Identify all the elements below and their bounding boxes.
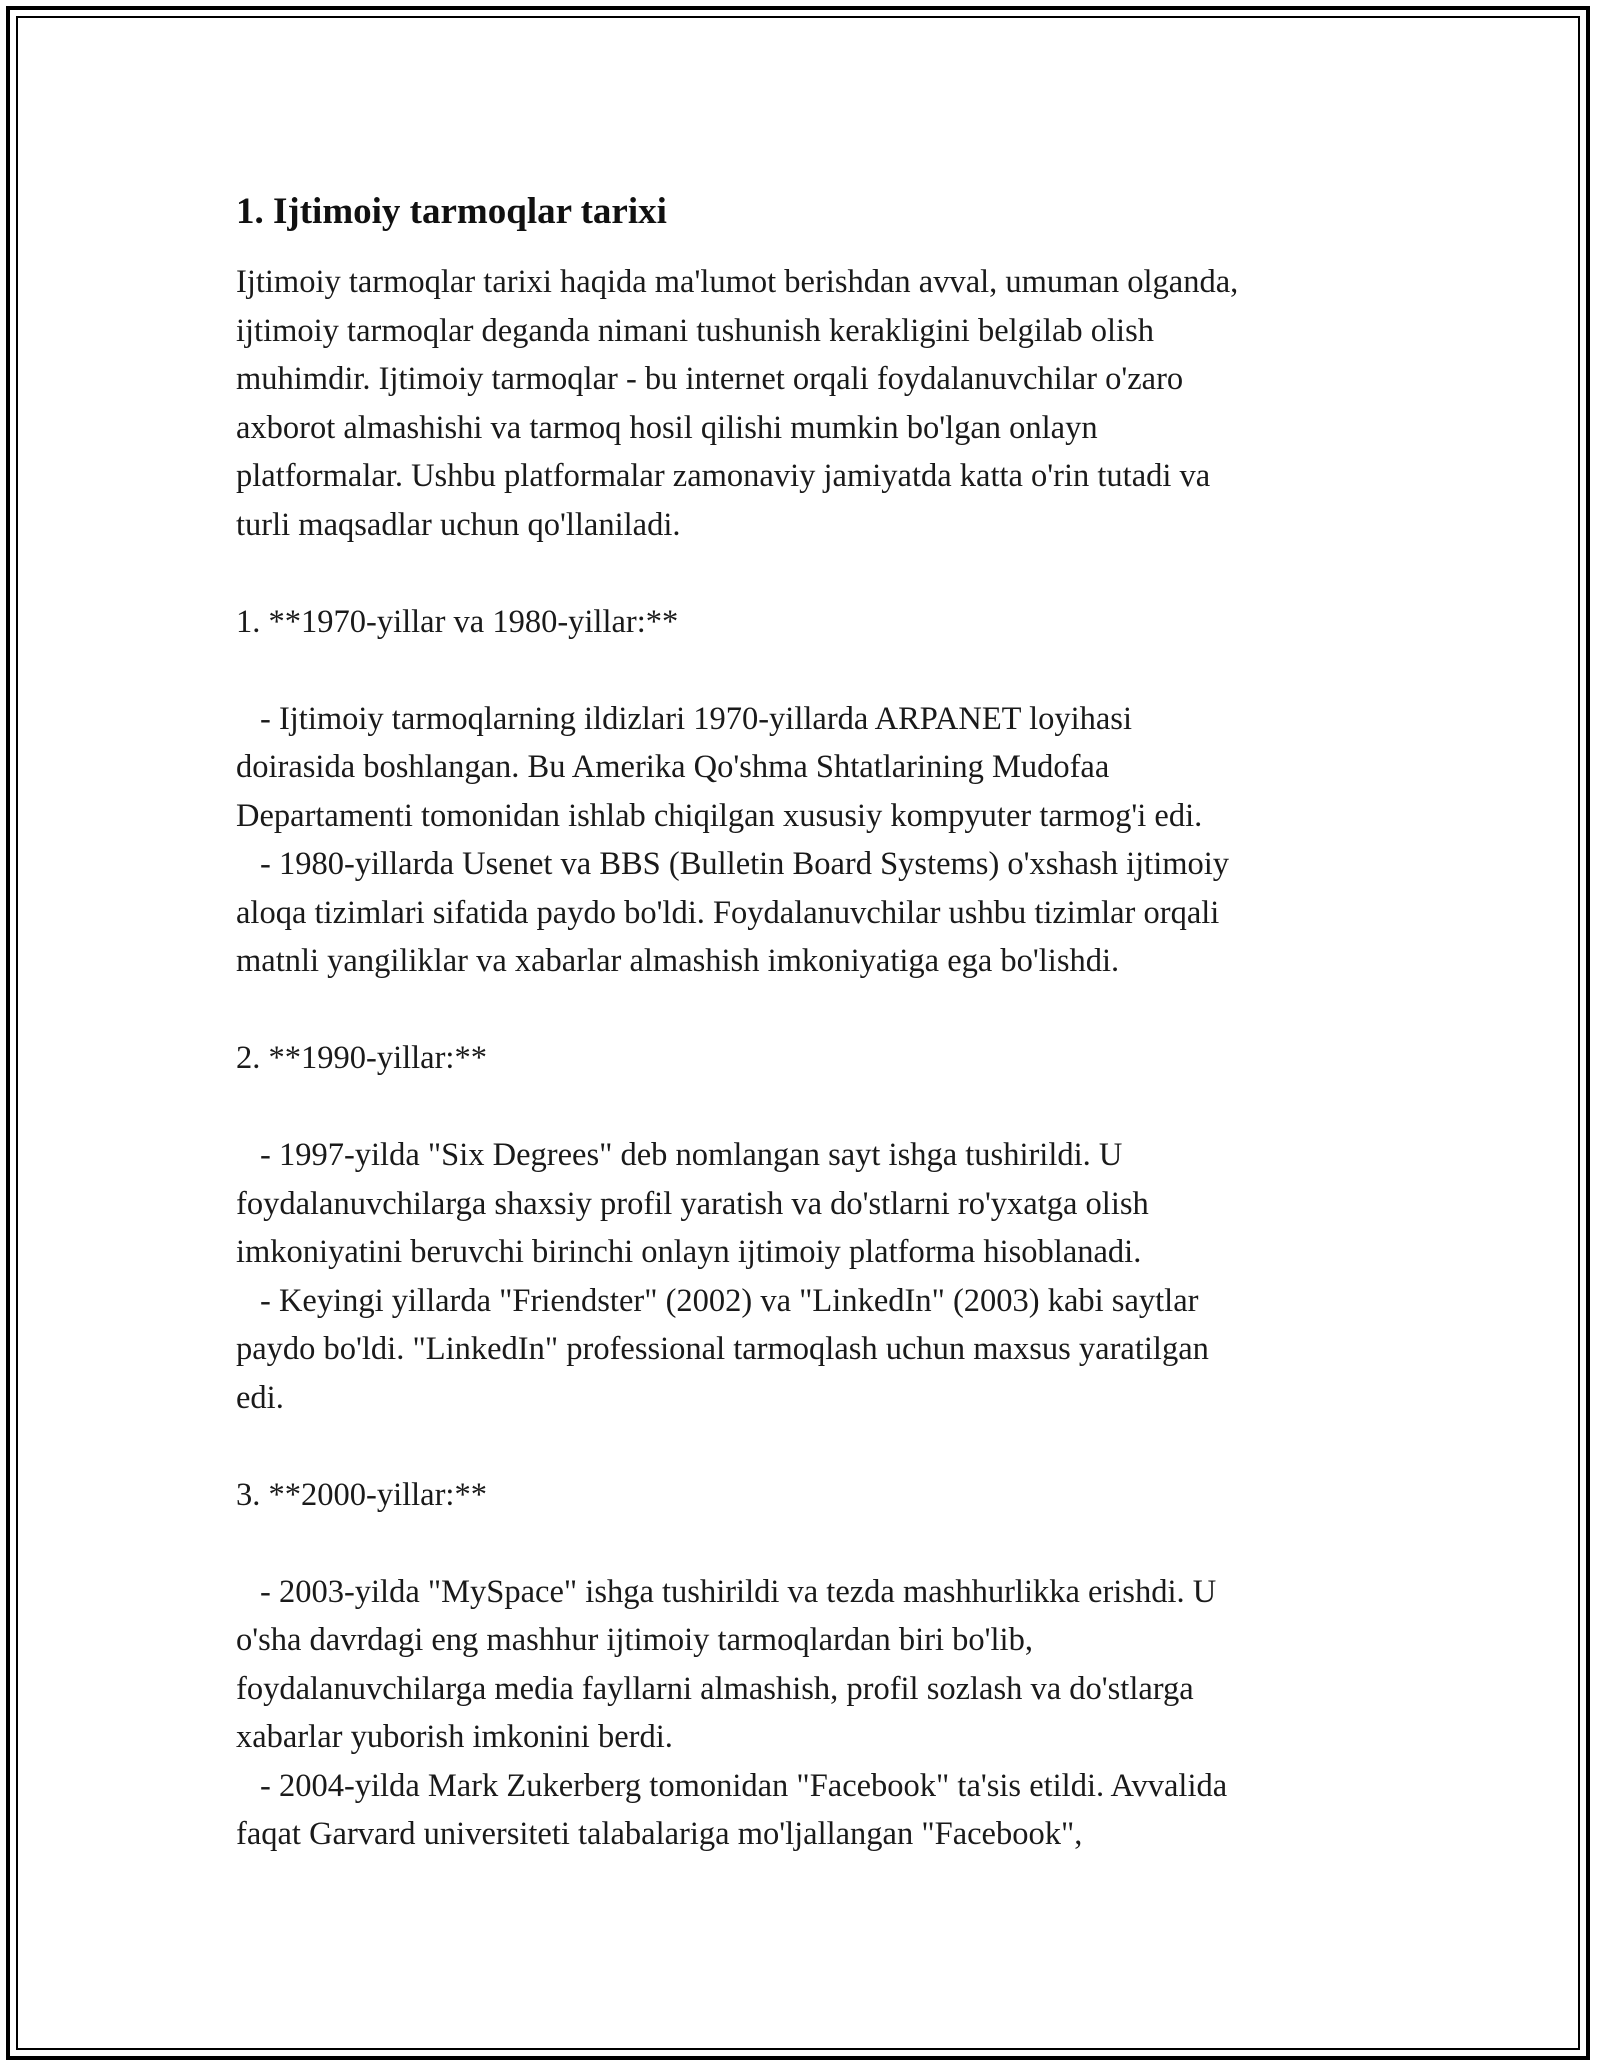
bullet-line: Departamenti tomonidan ishlab chiqilgan xususiy kompyuter tarmog'i edi. <box>236 797 1203 834</box>
bullet-item <box>236 1762 1376 1859</box>
bullet-line: o'sha davrdagi eng mashhur ijtimoiy tarmoqlardan biri bo'lib, <box>236 1622 1033 1658</box>
bullet-line: - 1980-yillarda Usenet va BBS (Bulletin Board Systems) o'xshash ijtimoiy <box>260 846 1230 882</box>
bullet-line: matnli yangiliklar va xabarlar almashish imkoniyatiga ega bo'lishdi. <box>236 943 1120 979</box>
bullet-item <box>236 695 1376 841</box>
bullet-line: faqat Garvard universiteti talabalariga mo'ljallangan "Facebook", <box>236 1816 1083 1852</box>
intro-line: Ijtimoiy tarmoqlar tarixi haqida ma'lumot berishdan avval, umuman olganda, <box>236 264 1239 300</box>
bullet-item <box>236 1277 1376 1423</box>
bullet-line: xabarlar yuborish imkonini berdi. <box>236 1719 673 1755</box>
bullet-line: paydo bo'ldi. "LinkedIn" professional tarmoqlash uchun maxsus yaratilgan <box>236 1331 1209 1367</box>
spacer <box>236 549 1376 598</box>
bullet-line: foydalanuvchilarga shaxsiy profil yaratish va do'stlarni ro'yxatga olish <box>236 1185 1149 1222</box>
intro-line: ijtimoiy tarmoqlar deganda nimani tushunish kerakligini belgilab olish <box>236 312 1154 349</box>
intro-line: turli maqsadlar uchun qo'llaniladi. <box>236 506 681 543</box>
intro-line: platformalar. Ushbu platformalar zamonaviy jamiyatda katta o'rin tutadi va <box>236 458 1211 494</box>
section-title: 3. **2000-yillar:** <box>236 1476 487 1513</box>
bullet-line: aloqa tizimlari sifatida paydo bo'ldi. Foydalanuvchilar ushbu tizimlar orqali <box>236 894 1220 931</box>
spacer <box>236 1422 1376 1471</box>
bullet-line: foydalanuvchilarga media fayllarni almashish, profil sozlash va do'stlarga <box>236 1670 1194 1707</box>
bullet-line: imkoniyatini beruvchi birinchi onlayn ijtimoiy platforma hisoblanadi. <box>236 1234 1142 1270</box>
bullet-line: - Keyingi yillarda "Friendster" (2002) va "LinkedIn" (2003) kabi saytlar <box>260 1282 1199 1319</box>
bullet-line: - 2004-yilda Mark Zukerberg tomonidan "Facebook" ta'sis etildi. Avvalida <box>260 1767 1228 1804</box>
spacer <box>236 1083 1376 1132</box>
bullet-line: - 1997-yilda "Six Degrees" deb nomlangan sayt ishga tushirildi. U <box>260 1137 1123 1173</box>
section-title: 2. **1990-yillar:** <box>236 1040 487 1076</box>
bullet-item <box>236 1131 1376 1277</box>
spacer <box>236 986 1376 1035</box>
bullet-line: - 2003-yilda "MySpace" ishga tushirildi va tezda mashhurlikka erishdi. U <box>260 1573 1217 1610</box>
document-body <box>236 188 1376 1859</box>
spacer <box>236 646 1376 695</box>
section-title: 1. **1970-yillar va 1980-yillar:** <box>236 603 679 640</box>
intro-line: muhimdir. Ijtimoiy tarmoqlar - bu internet orqali foydalanuvchilar o'zaro <box>236 361 1184 397</box>
bullet-item <box>236 840 1376 986</box>
bullet-item <box>236 1568 1376 1762</box>
bullet-line: - Ijtimoiy tarmoqlarning ildizlari 1970-yillarda ARPANET loyihasi <box>260 700 1132 737</box>
bullet-line: edi. <box>236 1379 284 1416</box>
intro-line: axborot almashishi va tarmoq hosil qilishi mumkin bo'lgan onlayn <box>236 409 1098 446</box>
document-heading: 1. Ijtimoiy tarmoqlar tarixi <box>236 191 667 232</box>
intro-paragraph <box>236 258 1376 549</box>
spacer <box>236 1519 1376 1568</box>
bullet-line: doirasida boshlangan. Bu Amerika Qo'shma Shtatlarining Mudofaa <box>236 749 1110 785</box>
